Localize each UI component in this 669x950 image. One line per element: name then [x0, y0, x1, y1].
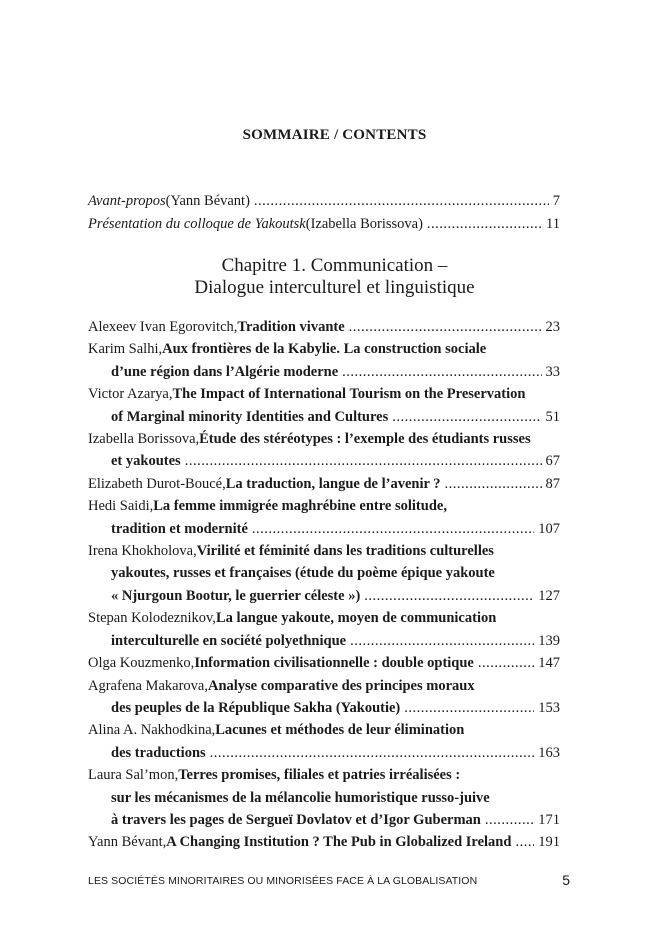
entry-page-number: 139	[538, 632, 560, 649]
toc-entry-continuation	[88, 742, 560, 764]
entry-title: La traduction, langue de l’avenir ?	[225, 475, 441, 492]
entry-author: Olga Kouzmenko,	[88, 655, 195, 672]
toc-entry[interactable]	[88, 495, 560, 517]
front-matter-entry[interactable]	[88, 190, 560, 213]
toc-entry[interactable]	[88, 428, 560, 450]
entry-page-number: 107	[538, 520, 560, 537]
toc-entry[interactable]	[88, 675, 560, 697]
entry-page-number: 147	[538, 655, 560, 672]
entry-author: Hedi Saidi,	[88, 498, 154, 515]
dot-leader	[349, 316, 542, 338]
entry-title: Lacunes et méthodes de leur élimination	[215, 722, 465, 739]
toc-entry-continuation	[88, 406, 560, 428]
entry-page-number: 171	[538, 811, 560, 828]
toc-entry[interactable]	[88, 473, 560, 495]
dot-leader	[364, 585, 534, 607]
front-matter-list	[88, 190, 560, 236]
entry-page-number: 191	[538, 834, 560, 851]
entry-title-continuation: des traductions	[111, 744, 206, 761]
entry-page-number: 87	[545, 475, 560, 492]
entry-author: Agrafena Makarova,	[88, 677, 208, 694]
folio-page-number: 5	[562, 872, 570, 888]
entry-page-number: 153	[538, 699, 560, 716]
entry-title: Virilité et féminité dans les traditions culturelles	[196, 543, 494, 560]
entry-author: Victor Azarya,	[88, 386, 173, 403]
toc-entry-continuation	[88, 585, 560, 607]
entry-title: The Impact of International Tourism on the Preservation	[172, 386, 526, 403]
entry-author: Alexeev Ivan Egorovitch,	[88, 319, 238, 335]
entry-page-number: 33	[545, 363, 560, 380]
dot-leader	[392, 406, 541, 428]
chapter-title-line-2: Dialogue interculturel et linguistique	[194, 277, 475, 298]
entry-page-number: 11	[546, 216, 560, 232]
dot-leader	[185, 450, 542, 472]
entry-author: (Yann Bévant)	[165, 193, 250, 209]
toc-entry[interactable]	[88, 540, 560, 562]
toc-entry-continuation	[88, 562, 560, 584]
entry-title-continuation: « Njurgoun Bootur, le guerrier céleste »)	[111, 587, 361, 604]
running-footer: LES SOCIÉTÉS MINORITAIRES OU MINORISÉES FACE À LA GLOBALISATION	[88, 875, 478, 887]
toc-entry-continuation	[88, 450, 560, 472]
dot-leader	[350, 630, 534, 652]
entry-title-continuation: of Marginal minority Identities and Cultures	[111, 408, 389, 425]
entry-title: La femme immigrée maghrébine entre solitude,	[153, 498, 447, 515]
toc-entry[interactable]	[88, 719, 560, 741]
dot-leader	[515, 831, 534, 853]
entry-title: Étude des stéréotypes : l’exemple des étudiants russes	[199, 431, 531, 448]
entry-title: Tradition vivante	[237, 319, 345, 335]
entry-author: Stepan Kolodeznikov,	[88, 610, 216, 627]
toc-entry-continuation	[88, 787, 560, 809]
front-matter-entry[interactable]	[88, 213, 560, 236]
contents-heading: SOMMAIRE / CONTENTS	[242, 127, 427, 143]
chapter-heading	[0, 255, 669, 299]
chapter-title-line-1: Chapitre 1. Communication –	[221, 255, 448, 276]
dot-leader	[485, 809, 534, 831]
toc-entry-continuation	[88, 361, 560, 383]
entry-title-continuation: yakoutes, russes et françaises (étude du poème épique yakoute	[111, 565, 495, 582]
entry-title-continuation: et yakoutes	[111, 453, 181, 470]
chapter-entries-list	[88, 316, 560, 854]
toc-entry[interactable]	[88, 316, 560, 338]
dot-leader	[427, 213, 542, 236]
toc-entry[interactable]	[88, 764, 560, 786]
entry-title: Aux frontières de la Kabylie. La construction sociale	[162, 341, 487, 358]
entry-author: (Izabella Borissova)	[305, 216, 423, 232]
toc-entry-continuation	[88, 809, 560, 831]
toc-entry-continuation	[88, 697, 560, 719]
toc-entry-continuation	[88, 518, 560, 540]
toc-entry[interactable]	[88, 831, 560, 853]
toc-entry[interactable]	[88, 607, 560, 629]
entry-title: La langue yakoute, moyen de communication	[215, 610, 497, 627]
entry-title-continuation: d’une région dans l’Algérie moderne	[111, 363, 339, 380]
entry-author: Alina A. Nakhodkina,	[88, 722, 216, 739]
entry-author: Izabella Borissova,	[88, 431, 200, 448]
toc-entry[interactable]	[88, 652, 560, 674]
entry-author: Irena Khokholova,	[88, 543, 197, 560]
entry-page-number: 163	[538, 744, 560, 761]
entry-title-continuation: interculturelle en société polyethnique	[111, 632, 347, 649]
entry-title: Présentation du colloque de Yakoutsk	[88, 216, 306, 232]
entry-author: Elizabeth Durot-Boucé,	[88, 475, 226, 492]
entry-title: Terres promises, filiales et patries irréalisées :	[178, 767, 461, 784]
dot-leader	[254, 190, 549, 213]
toc-entry[interactable]	[88, 338, 560, 360]
entry-title-continuation: à travers les pages de Sergueï Dovlatov et d’Igor Guberman	[111, 811, 481, 828]
entry-title: A Changing Institution ? The Pub in Globalized Ireland	[166, 834, 512, 851]
toc-entry-continuation	[88, 630, 560, 652]
entry-title: Analyse comparative des principes moraux	[207, 677, 475, 694]
toc-entry[interactable]	[88, 383, 560, 405]
dot-leader	[478, 652, 534, 674]
dot-leader	[252, 518, 534, 540]
entry-page-number: 7	[552, 193, 560, 209]
entry-title-continuation: des peuples de la République Sakha (Yakoutie)	[111, 699, 401, 716]
dot-leader	[404, 697, 534, 719]
dot-leader	[342, 361, 541, 383]
entry-title: Avant-propos	[88, 193, 166, 209]
entry-title-continuation: sur les mécanismes de la mélancolie humoristique russo-juive	[111, 789, 490, 806]
entry-title: Information civilisationnelle : double optique	[194, 655, 474, 672]
entry-page-number: 23	[545, 319, 560, 335]
entry-page-number: 51	[545, 408, 560, 425]
entry-title-continuation: tradition et modernité	[111, 520, 248, 537]
dot-leader	[445, 473, 542, 495]
dot-leader	[210, 742, 535, 764]
entry-page-number: 127	[538, 587, 560, 604]
entry-author: Laura Sal’mon,	[88, 767, 179, 784]
entry-page-number: 67	[545, 453, 560, 470]
entry-author: Yann Bévant,	[88, 834, 167, 851]
entry-author: Karim Salhi,	[88, 341, 163, 358]
